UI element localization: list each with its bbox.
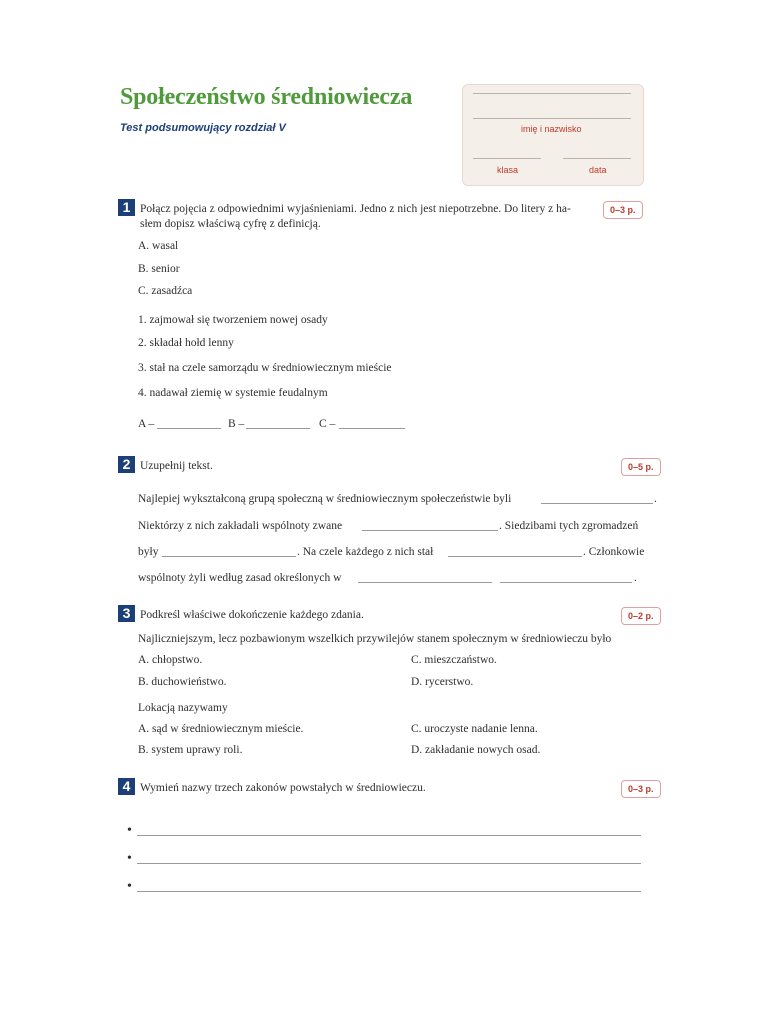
- question-4-points: 0–3 p.: [621, 780, 661, 798]
- question-3-number: 3: [118, 605, 135, 622]
- fill-blank-2[interactable]: [362, 530, 498, 531]
- sentence-2-option-d[interactable]: D. zakładanie nowych osad.: [411, 744, 541, 756]
- student-info-box: [462, 84, 644, 186]
- answer-b-blank[interactable]: [246, 428, 310, 429]
- fill-line1-end: .: [654, 493, 657, 505]
- question-3-points: 0–2 p.: [621, 607, 661, 625]
- question-1-points: 0–3 p.: [603, 201, 643, 219]
- name-line[interactable]: [473, 118, 631, 119]
- answer-b-label: B –: [228, 418, 245, 430]
- term-c: C. zasadźca: [138, 285, 193, 297]
- question-2-instruction: Uzupełnij tekst.: [140, 460, 213, 472]
- question-2-number: 2: [118, 456, 135, 473]
- fill-blank-3[interactable]: [162, 556, 296, 557]
- sentence-2-option-a[interactable]: A. sąd w średniowiecznym mieście.: [138, 723, 304, 735]
- date-line[interactable]: [563, 158, 631, 159]
- answer-c-blank[interactable]: [339, 428, 405, 429]
- page-subtitle: Test podsumowujący rozdział V: [120, 122, 286, 134]
- sentence-2-option-b[interactable]: B. system uprawy roli.: [138, 744, 243, 756]
- fill-line3-text: były: [138, 546, 159, 558]
- sentence-1-option-a[interactable]: A. chłopstwo.: [138, 654, 203, 666]
- fill-line2-text: Niektórzy z nich zakładali wspólnoty zwane: [138, 520, 343, 532]
- class-label: klasa: [497, 165, 519, 175]
- sentence-2-stem: Lokacją nazywamy: [138, 702, 228, 714]
- term-a: A. wasal: [138, 240, 179, 252]
- answer-line-3[interactable]: [137, 891, 641, 892]
- question-3-instruction: Podkreśl właściwe dokończenie każdego zdania.: [140, 609, 364, 621]
- date-label: data: [589, 165, 607, 175]
- fill-blank-6[interactable]: [500, 582, 632, 583]
- sentence-1-option-c[interactable]: C. mieszczaństwo.: [411, 654, 497, 666]
- page-title: Społeczeństwo średniowiecza: [120, 84, 413, 110]
- fill-line3-text-b: . Na czele każdego z nich stał: [297, 546, 434, 558]
- definition-1: 1. zajmował się tworzeniem nowej osady: [138, 314, 328, 326]
- question-1-instruction-line2: słem dopisz właściwą cyfrę z definicją.: [140, 218, 321, 230]
- question-4-number: 4: [118, 778, 135, 795]
- sentence-1-option-b[interactable]: B. duchowieństwo.: [138, 676, 227, 688]
- question-4-instruction: Wymień nazwy trzech zakonów powstałych w średniowieczu.: [140, 782, 426, 794]
- question-2-points: 0–5 p.: [621, 458, 661, 476]
- question-1-instruction-line1: Połącz pojęcia z odpowiednimi wyjaśnieniami. Jedno z nich jest niepotrzebne. Do litery z ha-: [140, 203, 571, 215]
- bullet-3: •: [127, 879, 132, 894]
- definition-3: 3. stał na czele samorządu w średniowiecznym mieście: [138, 362, 392, 374]
- name-line-top[interactable]: [473, 93, 631, 94]
- bullet-1: •: [127, 823, 132, 838]
- answer-a-blank[interactable]: [157, 428, 221, 429]
- name-label: imię i nazwisko: [521, 124, 582, 134]
- question-1-number: 1: [118, 199, 135, 216]
- fill-line4-end: .: [634, 572, 637, 584]
- fill-blank-5[interactable]: [358, 582, 492, 583]
- definition-4: 4. nadawał ziemię w systemie feudalnym: [138, 387, 328, 399]
- sentence-1-stem: Najliczniejszym, lecz pozbawionym wszelkich przywilejów stanem społecznym w średniowieczu było: [138, 633, 612, 645]
- sentence-1-option-d[interactable]: D. rycerstwo.: [411, 676, 474, 688]
- fill-blank-1[interactable]: [541, 503, 653, 504]
- fill-line2-text-b: . Siedzibami tych zgromadzeń: [499, 520, 639, 532]
- bullet-2: •: [127, 851, 132, 866]
- sentence-2-option-c[interactable]: C. uroczyste nadanie lenna.: [411, 723, 538, 735]
- definition-2: 2. składał hołd lenny: [138, 337, 234, 349]
- answer-a-label: A –: [138, 418, 155, 430]
- fill-blank-4[interactable]: [448, 556, 582, 557]
- answer-line-1[interactable]: [137, 835, 641, 836]
- term-b: B. senior: [138, 263, 180, 275]
- fill-line1-text: Najlepiej wykształconą grupą społeczną w średniowiecznym społeczeństwie byli: [138, 493, 512, 505]
- answer-c-label: C –: [319, 418, 336, 430]
- answer-line-2[interactable]: [137, 863, 641, 864]
- fill-line3-text-c: . Członkowie: [583, 546, 645, 558]
- class-line[interactable]: [473, 158, 541, 159]
- fill-line4-text: wspólnoty żyli według zasad określonych w: [138, 572, 342, 584]
